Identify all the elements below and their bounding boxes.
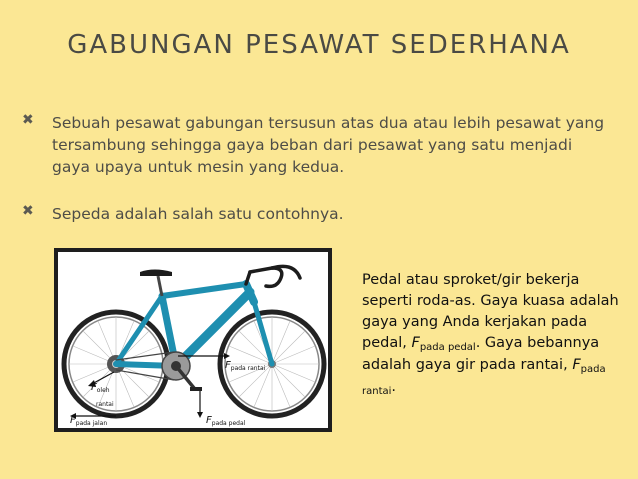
saddle xyxy=(140,270,172,297)
explanation-note xyxy=(362,270,624,399)
bike-frame xyxy=(116,284,272,366)
bicycle-figure xyxy=(54,248,332,432)
note-text-1: Pedal atau sproket/gir bekerja seperti roda-as. Gaya kuasa adalah gaya yang Anda kerjakan pada pedal, xyxy=(362,272,619,351)
force-label-oleh-rantai: rantai xyxy=(96,401,114,408)
force-label-oleh: $F_{oleh}$ xyxy=(91,382,110,394)
x-mark-icon: ✖ xyxy=(22,112,34,128)
handlebar xyxy=(246,266,300,286)
note-force-sub-1: pada pedal xyxy=(419,342,476,353)
force-label-rantai: $F_{pada rantai}$ xyxy=(225,360,266,372)
slide-title: GABUNGAN PESAWAT SEDERHANA xyxy=(67,30,571,60)
force-label-jalan: $F_{pada jalan}$ xyxy=(70,415,108,427)
note-text-2: . Gaya bebannya adalah gaya gir pada rantai, xyxy=(362,335,600,373)
note-text-3: . xyxy=(391,379,397,395)
x-mark-icon: ✖ xyxy=(22,203,34,219)
note-force-sub-2: pada rantai xyxy=(362,364,606,397)
note-force-symbol-1: F xyxy=(411,335,420,351)
force-label-pedal: $F_{pada pedal}$ xyxy=(206,415,246,427)
bullet-text-2: Sepeda adalah salah satu contohnya. xyxy=(52,205,344,223)
note-force-symbol-2: F xyxy=(572,357,581,373)
bullet-text-1: Sebuah pesawat gabungan tersusun atas dua atau lebih pesawat yang tersambung sehingga gaya beban dari pesawat yang satu menjadi gaya upaya untuk mesin yang kedua. xyxy=(52,114,605,176)
